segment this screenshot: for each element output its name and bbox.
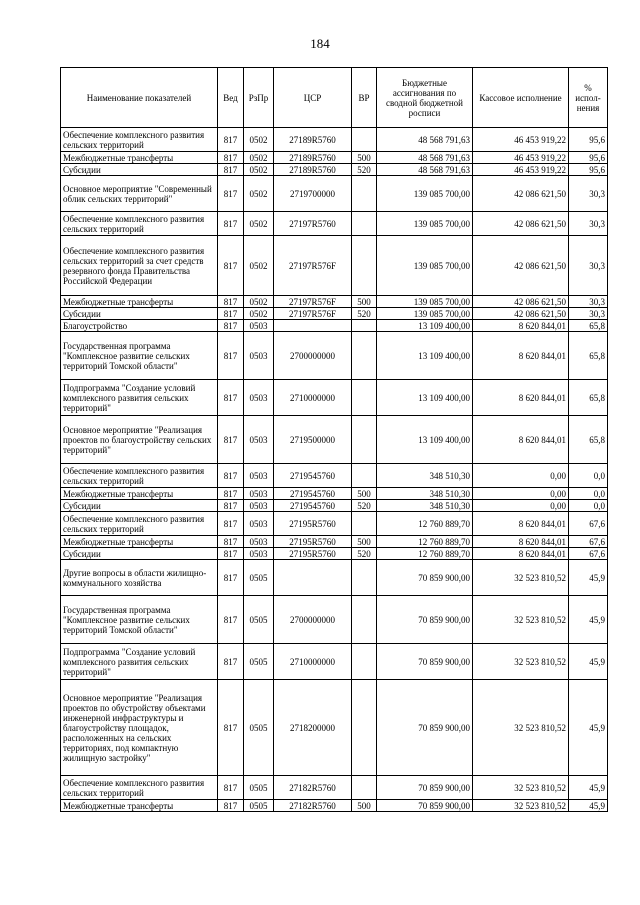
cell-kassa: 32 523 810,52 [473,596,569,644]
header-csr: ЦСР [274,68,352,128]
cell-name: Субсидии [61,308,218,320]
cell-csr: 2719545760 [274,464,352,488]
cell-vr [352,380,377,416]
cell-budget: 48 568 791,63 [377,128,473,152]
cell-rzpr: 0503 [244,500,274,512]
table-row [61,152,608,164]
table-row [61,320,608,332]
cell-csr: 27195R5760 [274,548,352,560]
cell-csr [274,560,352,596]
cell-name: Благоустройство [61,320,218,332]
cell-vr: 500 [352,152,377,164]
table-row [61,308,608,320]
cell-rzpr: 0502 [244,164,274,176]
header-kassa: Кассовое исполнение [473,68,569,128]
cell-name: Обеспечение комплексного развития сельских территорий [61,464,218,488]
cell-budget: 139 085 700,00 [377,236,473,296]
cell-budget: 12 760 889,70 [377,536,473,548]
cell-pct: 95,6 [569,152,608,164]
table-header-row [61,68,608,128]
cell-name: Обеспечение комплексного развития сельских территорий [61,776,218,800]
cell-pct: 45,9 [569,596,608,644]
cell-name: Основное мероприятие "Современный облик сельских территорий" [61,176,218,212]
cell-budget: 139 085 700,00 [377,296,473,308]
cell-kassa: 8 620 844,01 [473,320,569,332]
table-row [61,548,608,560]
cell-ved: 817 [218,680,244,776]
cell-name: Межбюджетные трансферты [61,800,218,812]
cell-ved: 817 [218,644,244,680]
cell-vr: 500 [352,296,377,308]
cell-vr [352,512,377,536]
cell-name: Подпрограмма "Создание условий комплексного развития сельских территорий" [61,644,218,680]
cell-name: Основное мероприятие "Реализация проектов по обустройству объектами инженерной инфраструктуры и благоустройству площадок, расположенных на сельских территориях, под компактную жилищную застройку" [61,680,218,776]
cell-vr: 520 [352,308,377,320]
cell-vr: 520 [352,164,377,176]
cell-csr: 27197R576F [274,308,352,320]
table-row [61,512,608,536]
cell-vr [352,680,377,776]
cell-kassa: 42 086 621,50 [473,236,569,296]
cell-budget: 70 859 900,00 [377,596,473,644]
cell-ved: 817 [218,596,244,644]
table-row [61,236,608,296]
cell-kassa: 42 086 621,50 [473,296,569,308]
cell-ved: 817 [218,512,244,536]
cell-kassa: 8 620 844,01 [473,380,569,416]
cell-budget: 13 109 400,00 [377,320,473,332]
budget-execution-table [60,67,608,812]
cell-budget: 348 510,30 [377,488,473,500]
cell-budget: 70 859 900,00 [377,680,473,776]
cell-pct: 45,9 [569,644,608,680]
cell-name: Государственная программа "Комплексное развитие сельских территорий Томской области" [61,332,218,380]
cell-rzpr: 0502 [244,128,274,152]
cell-csr: 2719500000 [274,416,352,464]
cell-pct: 95,6 [569,128,608,152]
table-row [61,800,608,812]
cell-ved: 817 [218,548,244,560]
cell-rzpr: 0502 [244,152,274,164]
cell-kassa: 0,00 [473,464,569,488]
table-row [61,560,608,596]
cell-rzpr: 0505 [244,800,274,812]
cell-csr: 2700000000 [274,332,352,380]
cell-rzpr: 0503 [244,464,274,488]
cell-kassa: 42 086 621,50 [473,212,569,236]
cell-rzpr: 0505 [244,644,274,680]
cell-ved: 817 [218,380,244,416]
cell-budget: 13 109 400,00 [377,416,473,464]
header-ved: Вед [218,68,244,128]
cell-csr: 27195R5760 [274,512,352,536]
table-row [61,176,608,212]
cell-kassa: 0,00 [473,500,569,512]
cell-kassa: 0,00 [473,488,569,500]
cell-budget: 12 760 889,70 [377,512,473,536]
cell-kassa: 32 523 810,52 [473,776,569,800]
cell-ved: 817 [218,332,244,380]
cell-kassa: 32 523 810,52 [473,560,569,596]
cell-ved: 817 [218,320,244,332]
cell-budget: 70 859 900,00 [377,644,473,680]
cell-csr: 2718200000 [274,680,352,776]
table-row [61,464,608,488]
cell-rzpr: 0503 [244,536,274,548]
cell-csr: 2700000000 [274,596,352,644]
cell-vr: 520 [352,548,377,560]
cell-csr: 27195R5760 [274,536,352,548]
cell-ved: 817 [218,308,244,320]
cell-csr: 27189R5760 [274,128,352,152]
cell-pct: 67,6 [569,536,608,548]
table-row [61,332,608,380]
cell-budget: 139 085 700,00 [377,308,473,320]
cell-pct: 65,8 [569,380,608,416]
table-row [61,776,608,800]
cell-rzpr: 0505 [244,560,274,596]
page-number: 184 [310,36,330,51]
cell-budget: 348 510,30 [377,464,473,488]
header-pct: % испол-нения [569,68,608,128]
cell-vr: 500 [352,536,377,548]
cell-kassa: 32 523 810,52 [473,800,569,812]
cell-csr: 2719545760 [274,500,352,512]
cell-csr: 27189R5760 [274,152,352,164]
cell-rzpr: 0502 [244,296,274,308]
cell-ved: 817 [218,128,244,152]
cell-budget: 348 510,30 [377,500,473,512]
cell-rzpr: 0505 [244,776,274,800]
cell-kassa: 8 620 844,01 [473,536,569,548]
cell-vr [352,128,377,152]
cell-csr [274,320,352,332]
cell-vr [352,596,377,644]
cell-kassa: 42 086 621,50 [473,308,569,320]
cell-name: Межбюджетные трансферты [61,296,218,308]
cell-name: Государственная программа "Комплексное развитие сельских территорий Томской области" [61,596,218,644]
cell-kassa: 46 453 919,22 [473,128,569,152]
cell-ved: 817 [218,152,244,164]
cell-ved: 817 [218,176,244,212]
cell-csr: 27197R576F [274,236,352,296]
cell-rzpr: 0502 [244,236,274,296]
table-row [61,500,608,512]
cell-budget: 70 859 900,00 [377,800,473,812]
cell-vr [352,464,377,488]
cell-pct: 30,3 [569,236,608,296]
cell-kassa: 42 086 621,50 [473,176,569,212]
cell-csr: 2710000000 [274,644,352,680]
cell-name: Обеспечение комплексного развития сельских территорий [61,212,218,236]
cell-pct: 30,3 [569,212,608,236]
cell-pct: 0,0 [569,500,608,512]
cell-rzpr: 0502 [244,212,274,236]
cell-ved: 817 [218,464,244,488]
cell-rzpr: 0503 [244,416,274,464]
header-budget: Бюджетные ассигнования по сводной бюджетной росписи [377,68,473,128]
cell-ved: 817 [218,416,244,464]
cell-vr [352,236,377,296]
cell-pct: 45,9 [569,680,608,776]
table-row [61,380,608,416]
cell-name: Субсидии [61,548,218,560]
cell-csr: 2719700000 [274,176,352,212]
cell-rzpr: 0505 [244,680,274,776]
cell-csr: 27197R576F [274,296,352,308]
cell-ved: 817 [218,500,244,512]
cell-vr [352,644,377,680]
cell-kassa: 46 453 919,22 [473,152,569,164]
cell-ved: 817 [218,800,244,812]
cell-ved: 817 [218,296,244,308]
cell-kassa: 46 453 919,22 [473,164,569,176]
cell-rzpr: 0502 [244,176,274,212]
cell-ved: 817 [218,776,244,800]
cell-rzpr: 0502 [244,308,274,320]
cell-name: Межбюджетные трансферты [61,488,218,500]
cell-pct: 45,9 [569,800,608,812]
cell-pct: 65,8 [569,416,608,464]
cell-name: Субсидии [61,500,218,512]
cell-name: Подпрограмма "Создание условий комплексного развития сельских территорий" [61,380,218,416]
table-row [61,680,608,776]
cell-vr [352,176,377,212]
header-vr: ВР [352,68,377,128]
cell-name: Субсидии [61,164,218,176]
cell-csr: 27189R5760 [274,164,352,176]
cell-vr [352,776,377,800]
cell-rzpr: 0503 [244,380,274,416]
cell-kassa: 8 620 844,01 [473,548,569,560]
cell-kassa: 8 620 844,01 [473,332,569,380]
cell-name: Обеспечение комплексного развития сельских территорий за счет средств резервного фонда Правительства Российской Федерации [61,236,218,296]
cell-rzpr: 0503 [244,332,274,380]
cell-csr: 2710000000 [274,380,352,416]
table-row [61,212,608,236]
cell-ved: 817 [218,560,244,596]
table-row [61,128,608,152]
cell-vr [352,320,377,332]
cell-vr [352,560,377,596]
cell-pct: 95,6 [569,164,608,176]
cell-kassa: 32 523 810,52 [473,680,569,776]
table-body [61,128,608,812]
table-row [61,416,608,464]
cell-ved: 817 [218,236,244,296]
cell-budget: 70 859 900,00 [377,776,473,800]
cell-name: Другие вопросы в области жилищно-коммунального хозяйства [61,560,218,596]
table-row [61,644,608,680]
table-row [61,596,608,644]
cell-rzpr: 0505 [244,596,274,644]
cell-ved: 817 [218,488,244,500]
cell-name: Межбюджетные трансферты [61,152,218,164]
cell-vr [352,332,377,380]
cell-pct: 67,6 [569,548,608,560]
cell-vr: 520 [352,500,377,512]
cell-budget: 12 760 889,70 [377,548,473,560]
cell-budget: 139 085 700,00 [377,212,473,236]
cell-vr [352,212,377,236]
table-row [61,296,608,308]
cell-pct: 30,3 [569,296,608,308]
cell-vr: 500 [352,488,377,500]
cell-pct: 67,6 [569,512,608,536]
table-row [61,164,608,176]
cell-ved: 817 [218,212,244,236]
cell-budget: 13 109 400,00 [377,332,473,380]
cell-vr: 500 [352,800,377,812]
cell-pct: 30,3 [569,176,608,212]
cell-budget: 13 109 400,00 [377,380,473,416]
cell-name: Основное мероприятие "Реализация проектов по благоустройству сельских территорий" [61,416,218,464]
cell-rzpr: 0503 [244,320,274,332]
cell-rzpr: 0503 [244,548,274,560]
cell-name: Обеспечение комплексного развития сельских территорий [61,512,218,536]
cell-ved: 817 [218,536,244,548]
cell-pct: 65,8 [569,320,608,332]
cell-name: Обеспечение комплексного развития сельских территорий [61,128,218,152]
cell-csr: 27182R5760 [274,776,352,800]
cell-kassa: 8 620 844,01 [473,512,569,536]
cell-csr: 2719545760 [274,488,352,500]
cell-pct: 45,9 [569,560,608,596]
header-rzpr: РзПр [244,68,274,128]
cell-rzpr: 0503 [244,512,274,536]
cell-pct: 65,8 [569,332,608,380]
cell-rzpr: 0503 [244,488,274,500]
cell-ved: 817 [218,164,244,176]
cell-budget: 139 085 700,00 [377,176,473,212]
cell-kassa: 8 620 844,01 [473,416,569,464]
header-name: Наименование показателей [61,68,218,128]
cell-budget: 70 859 900,00 [377,560,473,596]
cell-pct: 30,3 [569,308,608,320]
cell-pct: 0,0 [569,488,608,500]
cell-name: Межбюджетные трансферты [61,536,218,548]
cell-pct: 45,9 [569,776,608,800]
cell-csr: 27197R5760 [274,212,352,236]
table-row [61,536,608,548]
cell-budget: 48 568 791,63 [377,152,473,164]
cell-pct: 0,0 [569,464,608,488]
cell-kassa: 32 523 810,52 [473,644,569,680]
table-row [61,488,608,500]
cell-budget: 48 568 791,63 [377,164,473,176]
cell-vr [352,416,377,464]
cell-csr: 27182R5760 [274,800,352,812]
